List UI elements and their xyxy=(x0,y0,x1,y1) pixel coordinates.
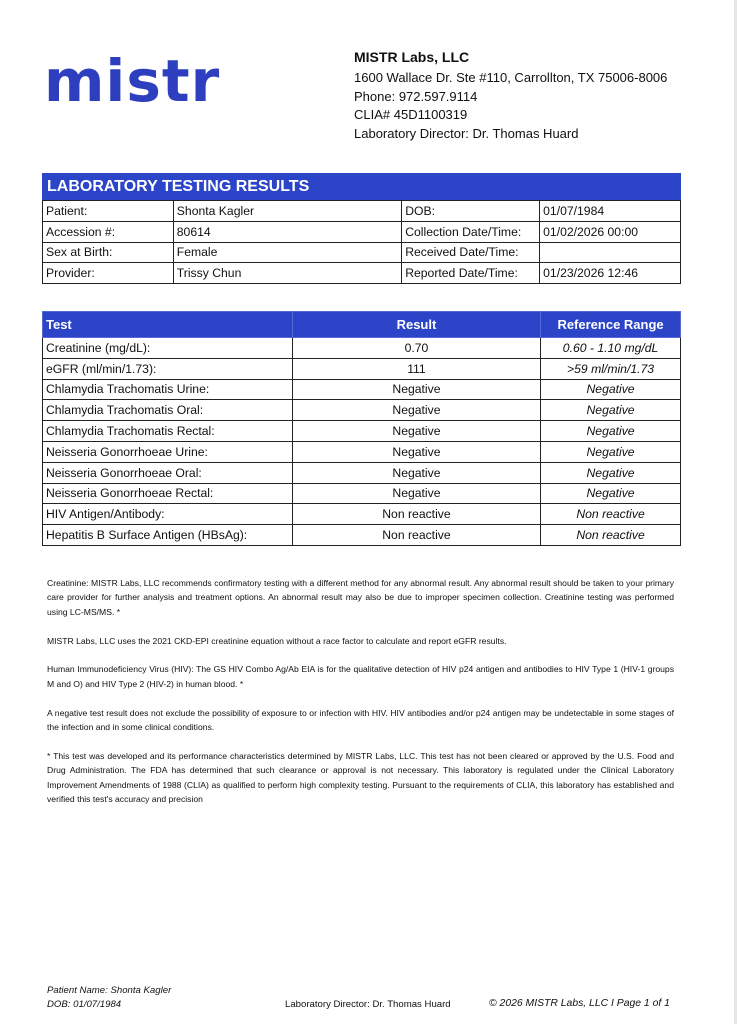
patient-info-label: Patient: xyxy=(43,201,174,222)
result-row xyxy=(43,504,681,525)
result-row xyxy=(43,525,681,546)
result-test-name: Hepatitis B Surface Antigen (HBsAg): xyxy=(43,525,293,546)
header-reference: Reference Range xyxy=(541,312,681,338)
result-test-name: Chlamydia Trachomatis Urine: xyxy=(43,379,293,400)
results-header-row xyxy=(43,312,681,338)
result-row xyxy=(43,421,681,442)
result-reference-range: Negative xyxy=(541,400,681,421)
mistr-logo: mistr xyxy=(44,47,221,115)
note-paragraph: Human Immunodeficiency Virus (HIV): The GS HIV Combo Ag/Ab EIA is for the qualitative detection of HIV p24 antigen and antibodies to HIV Type 1 (HIV-1 groups M and O) and HIV Type 2 (HIV-2) in human blood. * xyxy=(47,664,674,689)
patient-info-label: Provider: xyxy=(43,263,174,284)
patient-info-value: Shonta Kagler xyxy=(173,201,401,222)
patient-info-row xyxy=(43,263,681,284)
result-reference-range: Non reactive xyxy=(541,525,681,546)
patient-info-value: 01/07/1984 xyxy=(540,201,681,222)
result-reference-range: Non reactive xyxy=(541,504,681,525)
result-reference-range: Negative xyxy=(541,441,681,462)
result-test-name: Chlamydia Trachomatis Rectal: xyxy=(43,421,293,442)
patient-info-label: Reported Date/Time: xyxy=(402,263,540,284)
patient-info-value: Trissy Chun xyxy=(173,263,401,284)
patient-info-value xyxy=(540,242,681,263)
result-row xyxy=(43,338,681,359)
lab-address: 1600 Wallace Dr. Ste #110, Carrollton, TX 75006-8006 xyxy=(354,70,668,86)
patient-info-value: 01/02/2026 00:00 xyxy=(540,221,681,242)
result-reference-range: Negative xyxy=(541,462,681,483)
patient-info-value: 01/23/2026 12:46 xyxy=(540,263,681,284)
result-value: Negative xyxy=(292,400,540,421)
result-row xyxy=(43,358,681,379)
header-test: Test xyxy=(43,312,293,338)
result-row xyxy=(43,483,681,504)
result-value: Non reactive xyxy=(292,504,540,525)
notes-section xyxy=(47,576,674,821)
section-title: LABORATORY TESTING RESULTS xyxy=(42,173,681,200)
result-value: 111 xyxy=(292,358,540,379)
result-row xyxy=(43,400,681,421)
patient-info-label: Sex at Birth: xyxy=(43,242,174,263)
footer-patient-name: Patient Name: Shonta Kagler xyxy=(47,985,172,996)
result-reference-range: Negative xyxy=(541,379,681,400)
patient-info-row xyxy=(43,201,681,222)
patient-info-label: Collection Date/Time: xyxy=(402,221,540,242)
note-paragraph: Creatinine: MISTR Labs, LLC recommends confirmatory testing with a different method for any abnormal result. Any abnormal result should be taken to your primary care provider for further analysis and treatment options. An abnormal result may also be due to improper specimen collection. Creatinine testing was performed using LC-MS/MS. * xyxy=(47,578,674,617)
results-table xyxy=(42,311,681,546)
patient-info-label: Received Date/Time: xyxy=(402,242,540,263)
result-test-name: Neisseria Gonorrhoeae Urine: xyxy=(43,441,293,462)
patient-info-label: DOB: xyxy=(402,201,540,222)
lab-director: Laboratory Director: Dr. Thomas Huard xyxy=(354,125,579,141)
note-paragraph: A negative test result does not exclude the possibility of exposure to or infection with HIV. HIV antibodies and/or p24 antigen may be undetectable in some stages of the infection and in some clinical conditions. xyxy=(47,707,674,733)
result-row xyxy=(43,379,681,400)
patient-info-row xyxy=(43,242,681,263)
patient-info-row xyxy=(43,221,681,242)
patient-info-value: 80614 xyxy=(173,221,401,242)
footer-copyright: © 2026 MISTR Labs, LLC I Page 1 of 1 xyxy=(489,998,670,1009)
result-test-name: Neisseria Gonorrhoeae Rectal: xyxy=(43,483,293,504)
result-value: Negative xyxy=(292,441,540,462)
lab-clia: CLIA# 45D1100319 xyxy=(354,107,468,123)
footer-dob: DOB: 01/07/1984 xyxy=(47,999,122,1010)
lab-info xyxy=(354,48,667,143)
result-row xyxy=(43,462,681,483)
result-reference-range: Negative xyxy=(541,483,681,504)
result-test-name: Neisseria Gonorrhoeae Oral: xyxy=(43,462,293,483)
result-value: Negative xyxy=(292,379,540,400)
header-result: Result xyxy=(292,312,540,338)
result-test-name: Chlamydia Trachomatis Oral: xyxy=(43,400,293,421)
result-test-name: Creatinine (mg/dL): xyxy=(43,338,293,359)
result-value: Negative xyxy=(292,483,540,504)
lab-name: MISTR Labs, LLC xyxy=(354,49,470,65)
patient-info-table xyxy=(42,200,681,284)
result-value: Non reactive xyxy=(292,525,540,546)
result-value: Negative xyxy=(292,462,540,483)
patient-info-label: Accession #: xyxy=(43,221,174,242)
result-reference-range: 0.60 - 1.10 mg/dL xyxy=(541,338,681,359)
result-row xyxy=(43,441,681,462)
result-value: Negative xyxy=(292,421,540,442)
result-reference-range: Negative xyxy=(541,421,681,442)
result-test-name: eGFR (ml/min/1.73): xyxy=(43,358,293,379)
patient-info-value: Female xyxy=(173,242,401,263)
lab-phone: Phone: 972.597.9114 xyxy=(354,88,478,104)
note-paragraph: * This test was developed and its performance characteristics determined by MISTR Labs, LLC. This test has not been cleared or approved by the U.S. Food and Drug Administration. The FDA has determined that such clearance or approval is not necessary. This laboratory is regulated under the Clinical Laboratory Improvement Amendments of 1988 (CLIA) as qualified to perform high complexity testing. Pursuant to the requirements of CLIA, this laboratory has established and verified this test's accuracy and precision xyxy=(47,750,674,805)
result-value: 0.70 xyxy=(292,338,540,359)
footer-director: Laboratory Director: Dr. Thomas Huard xyxy=(285,999,451,1010)
note-paragraph: MISTR Labs, LLC uses the 2021 CKD-EPI creatinine equation without a race factor to calculate and report eGFR results. xyxy=(47,635,507,646)
result-test-name: HIV Antigen/Antibody: xyxy=(43,504,293,525)
result-reference-range: >59 ml/min/1.73 xyxy=(541,358,681,379)
